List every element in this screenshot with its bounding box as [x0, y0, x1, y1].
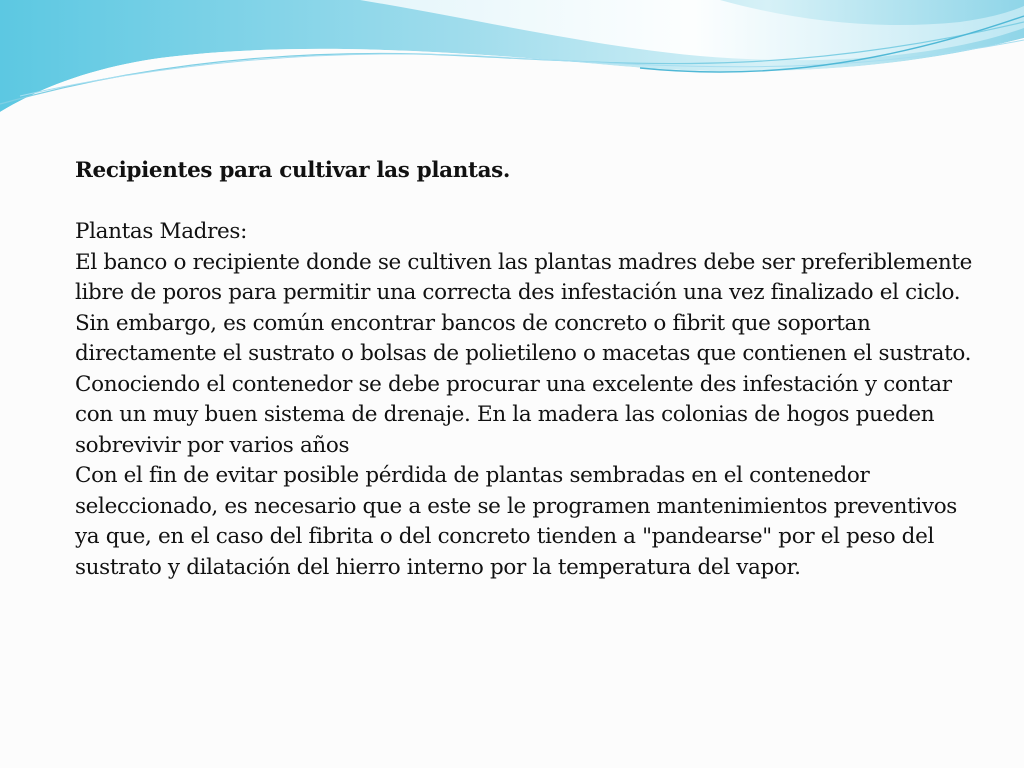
paragraph-2: Con el fin de evitar posible pérdida de plantas sembradas en el contenedor seleccionado, es necesario que a este se le programen mantenimientos preventivos ya que, en el caso del fibrita o del concreto tienden a "pandearse" por el peso del sustrato y dilatación del hierro interno por la temperatura del vapor.: [75, 463, 957, 580]
slide-subtitle: Plantas Madres:: [75, 219, 247, 244]
slide-body: [75, 156, 975, 583]
wave-header-decoration: [0, 0, 1024, 120]
slide-title: Recipientes para cultivar las plantas.: [75, 158, 511, 183]
spacer: [75, 187, 975, 218]
paragraph-1: El banco o recipiente donde se cultiven las plantas madres debe ser preferiblemente libre de poros para permitir una correcta des infestación una vez finalizado el ciclo. Sin embargo, es común encontrar bancos de concreto o fibrit que soportan directamente el sustrato o bolsas de polietileno o macetas que contienen el sustrato. Conociendo el contenedor se debe procurar una excelente des infestación y contar con un muy buen sistema de drenaje. En la madera las colonias de hogos pueden sobrevivir por varios años: [75, 249, 972, 458]
